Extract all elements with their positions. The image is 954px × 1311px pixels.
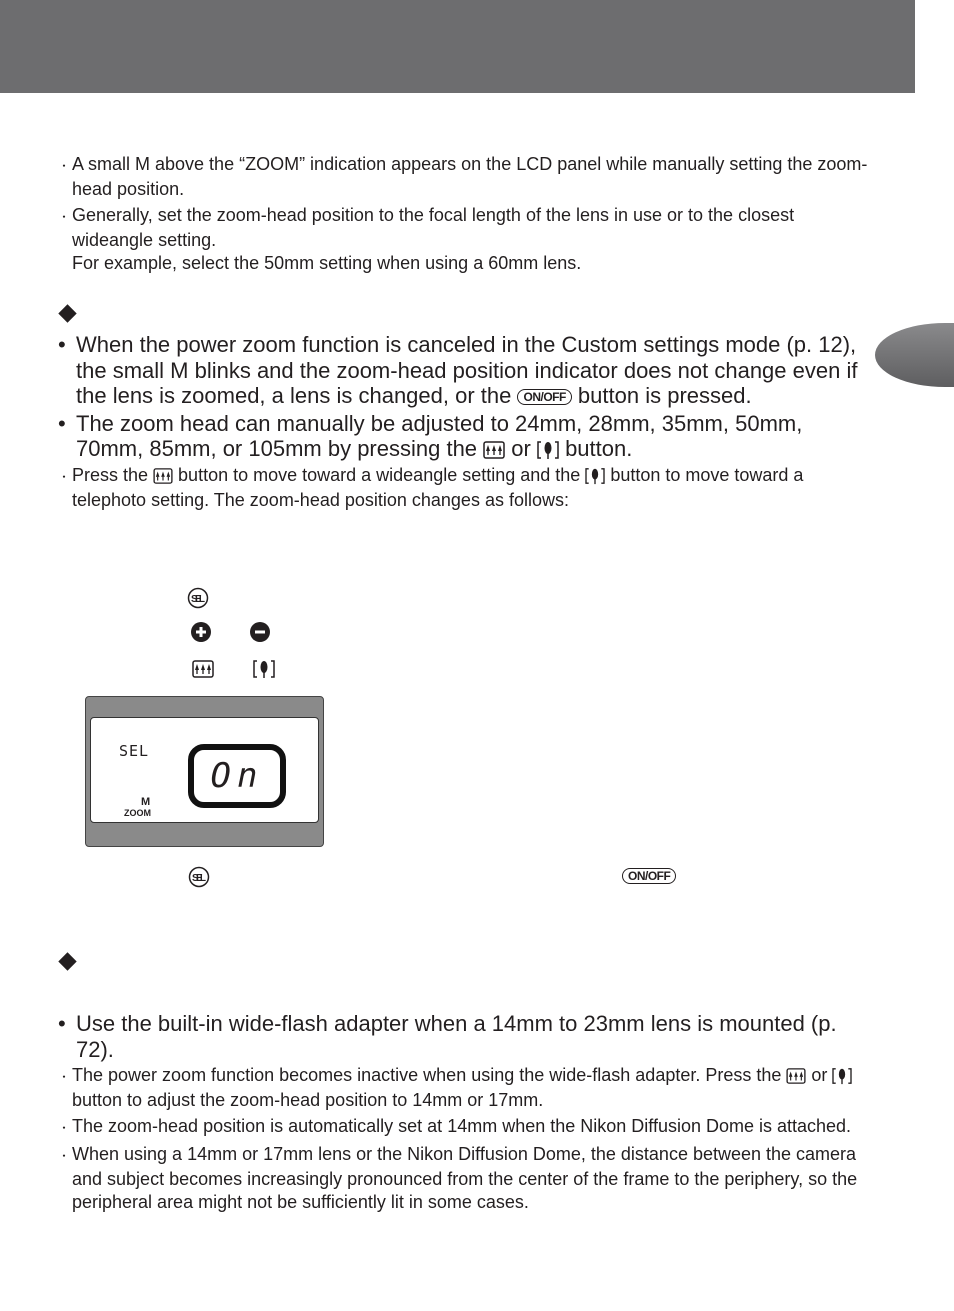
header-bar <box>0 0 915 93</box>
section1 <box>58 330 858 512</box>
text: button to move toward a telephoto setting. The zoom-head position changes as follows: <box>72 464 804 510</box>
plus-button-icon <box>190 621 212 643</box>
lcd-screen <box>90 717 319 823</box>
sel-button-icon <box>188 866 210 888</box>
tele-button-icon <box>537 440 559 460</box>
onoff-button-icon: ON/OFF <box>517 389 571 405</box>
bullet <box>58 411 858 462</box>
wide-button-icon <box>786 1068 806 1084</box>
note-continuation: For example, select the 50mm setting when using a 60mm lens. <box>72 253 582 273</box>
chapter-tab <box>875 323 954 387</box>
wide-button-icon <box>153 468 173 484</box>
note: ・ A small M above the “ZOOM” indication appears on the LCD panel while manually setting the zoom-head position. <box>58 153 868 201</box>
bullet <box>58 332 858 409</box>
lcd-panel <box>85 696 324 847</box>
note: ・ The zoom-head position is automatically set at 14mm when the Nikon Diffusion Dome is attached. <box>58 1115 863 1140</box>
text: The zoom head can manually be adjusted to 24mm, 28mm, 35mm, 50mm, 70mm, 85mm, or 105mm by pressing the <box>76 410 803 461</box>
lcd-sel-label: SEL <box>119 742 150 760</box>
note: ・ Generally, set the zoom-head position to the focal length of the lens in use or to the closest wideangle setting. <box>58 204 868 252</box>
text: button to adjust the zoom-head position to 14mm or 17mm. <box>72 1090 544 1110</box>
tele-button-icon <box>832 1067 852 1085</box>
text: button. <box>558 436 633 461</box>
wide-button-icon <box>483 441 505 459</box>
section-diamond-icon <box>58 304 76 322</box>
section2 <box>58 1009 863 1214</box>
note <box>58 1064 863 1112</box>
lcd-m-indicator: M <box>141 796 151 808</box>
lcd-zoom-label: ZOOM <box>124 808 151 818</box>
wide-button-icon <box>192 660 214 678</box>
bullet: • Use the built-in wide-flash adapter when a 14mm to 23mm lens is mounted (p. 72). <box>58 1011 863 1062</box>
top-notes <box>58 153 868 275</box>
text: button is pressed. <box>571 383 752 408</box>
lcd-value-display: On <box>188 744 286 808</box>
tele-button-icon <box>253 658 275 680</box>
text: When the power zoom function is canceled in the Custom settings mode (p. 12), the small M blinks and the zoom-head position indicator does not change even if the lens is zoomed, a lens is changed, or the <box>76 332 858 408</box>
note <box>58 464 858 512</box>
note: ・ When using a 14mm or 17mm lens or the Nikon Diffusion Dome, the distance between the camera and subject becomes increasingly pronounced from the center of the frame to the periphery, so the peripheral area might not be sufficiently lit in some cases. <box>58 1143 863 1214</box>
text: or <box>505 436 537 461</box>
text: The power zoom function becomes inactive when using the wide-flash adapter. Press the <box>72 1065 787 1085</box>
text: button to move toward a wideangle setting and the <box>173 464 586 485</box>
sel-button-icon <box>187 587 209 609</box>
text: or <box>806 1065 833 1085</box>
text: Press the <box>72 464 154 485</box>
onoff-button-icon: ON/OFF <box>622 868 676 884</box>
section-diamond-icon <box>58 952 76 970</box>
tele-button-icon <box>585 467 605 485</box>
minus-button-icon <box>249 621 271 643</box>
